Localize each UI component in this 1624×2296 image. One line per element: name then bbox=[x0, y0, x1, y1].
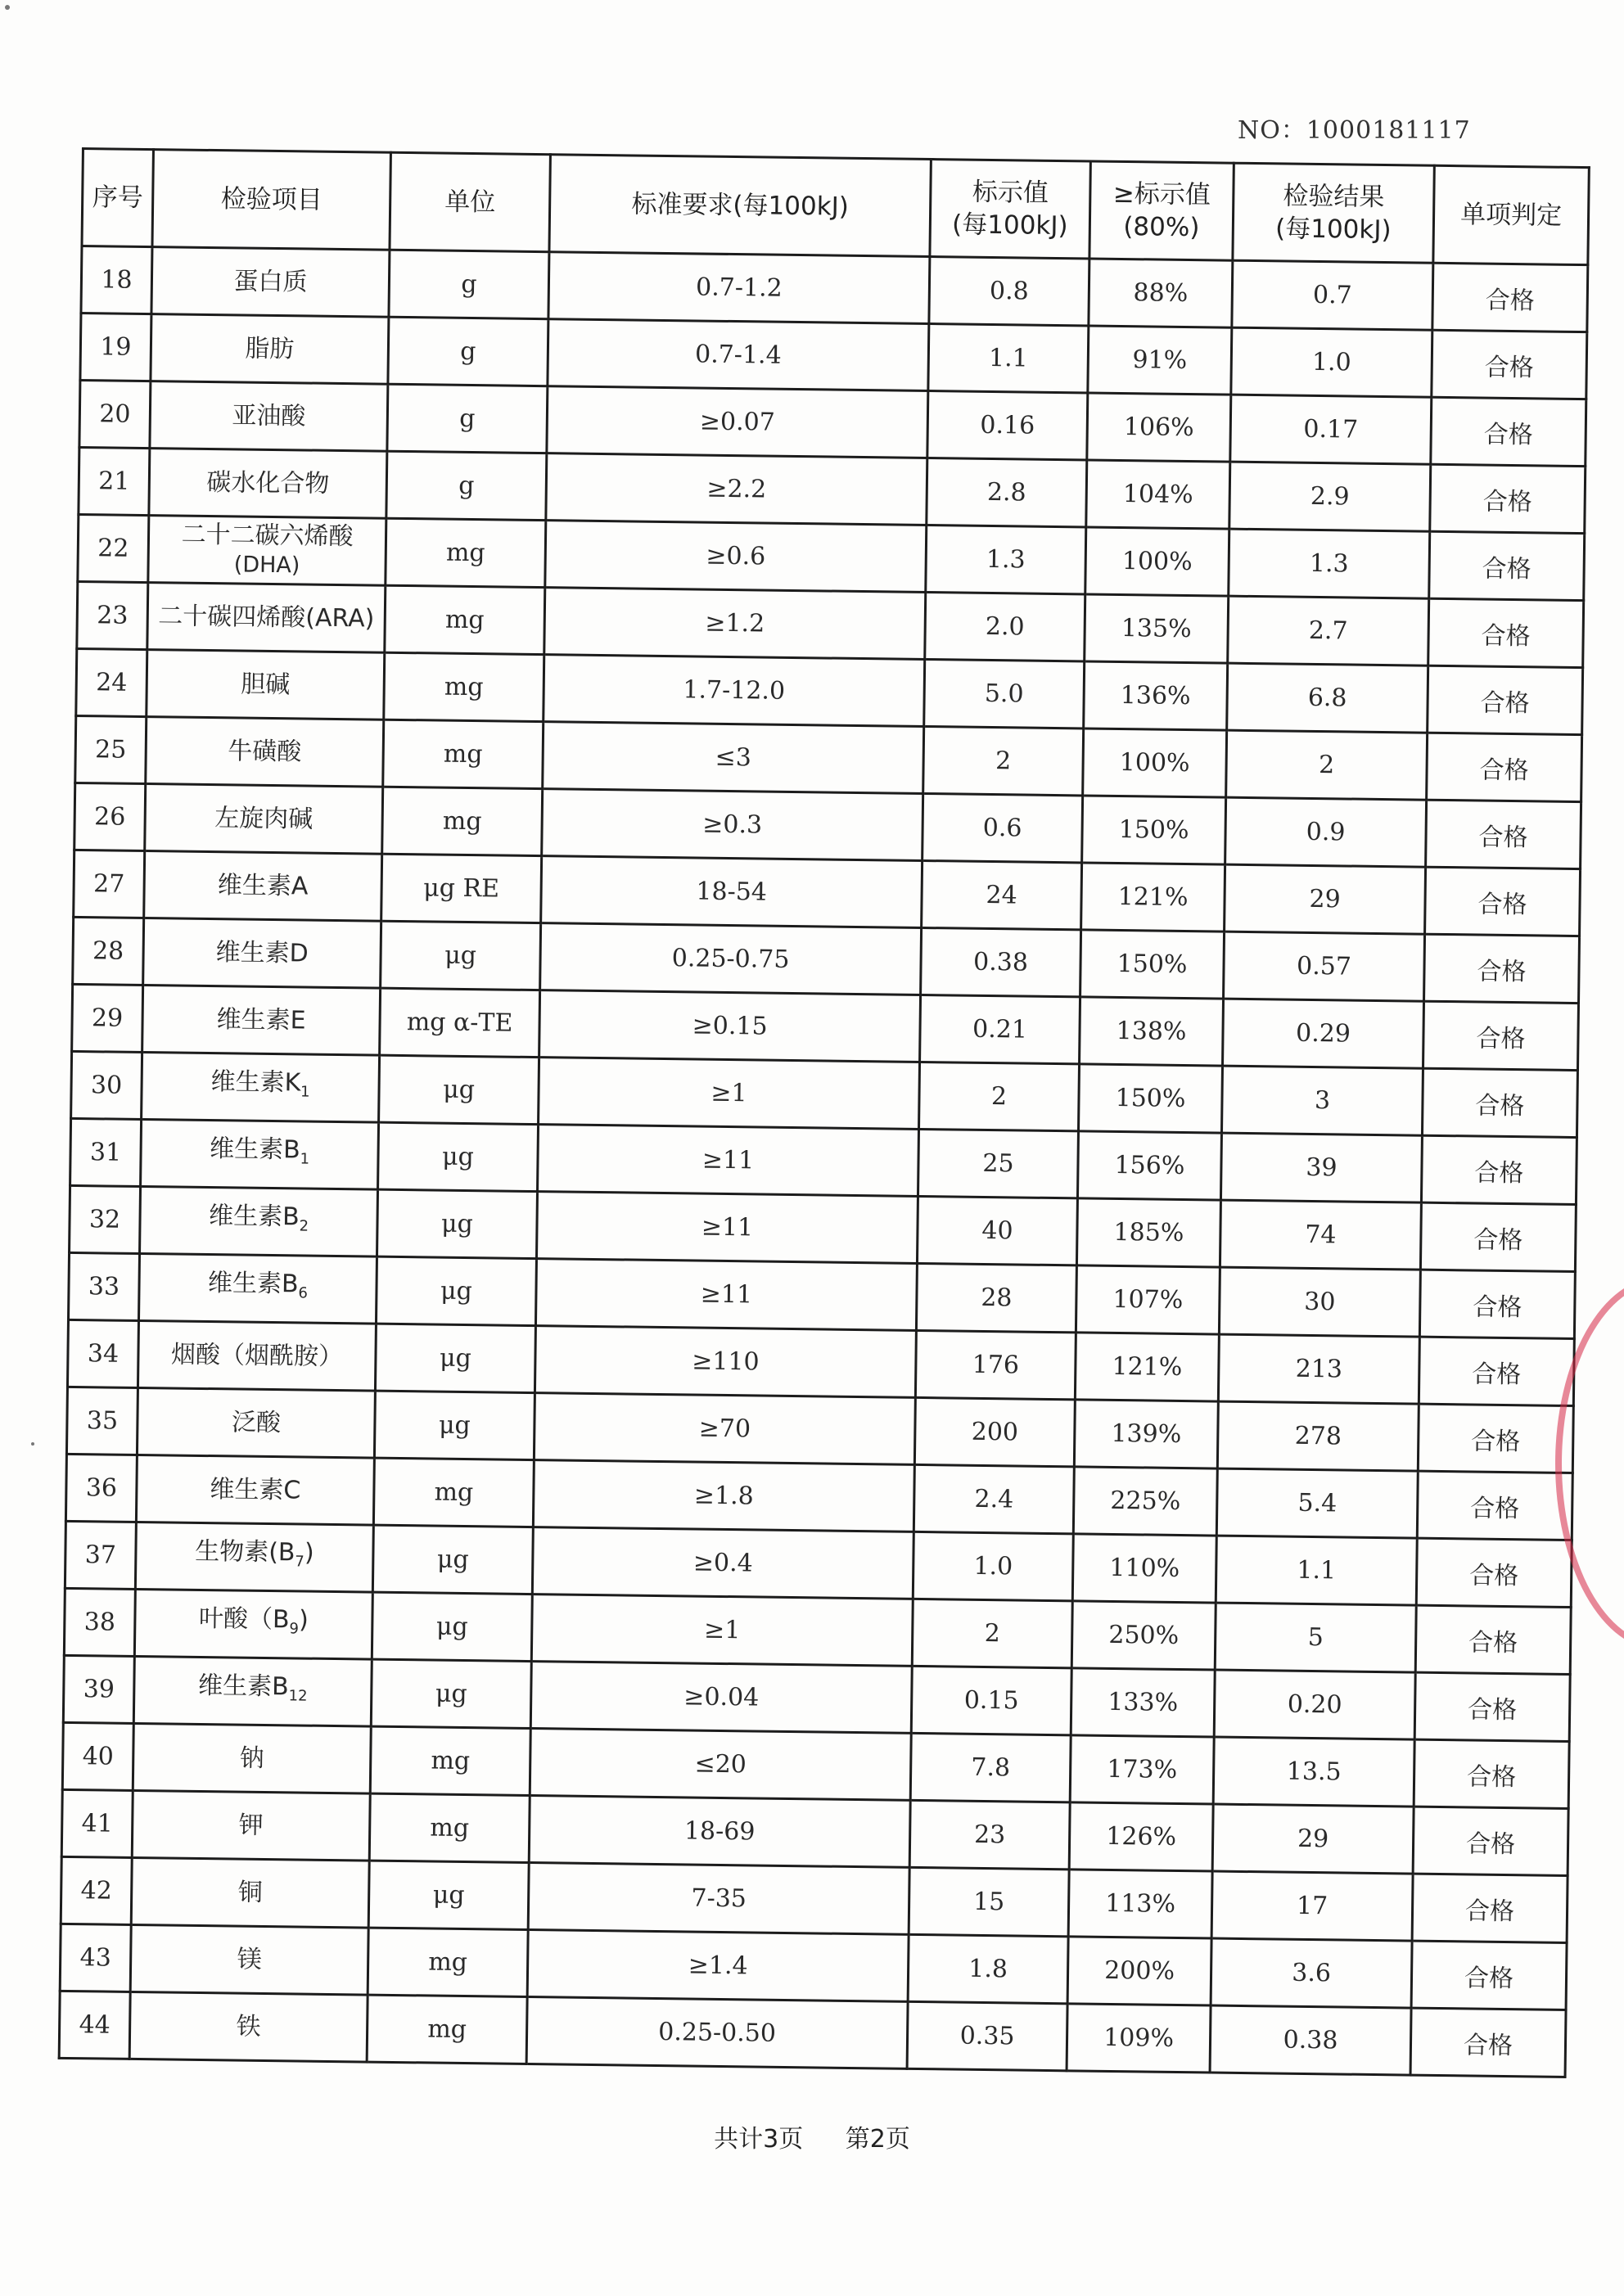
cell-item bbox=[143, 918, 381, 989]
header-labeled-line1: 标示值 bbox=[972, 177, 1049, 208]
cell-result: 0.29 bbox=[1223, 999, 1424, 1068]
cell-unit: mg bbox=[385, 585, 545, 654]
cell-result: 0.9 bbox=[1225, 797, 1427, 867]
cell-item bbox=[149, 449, 387, 519]
cell-item bbox=[129, 1992, 368, 2062]
cell-seq: 22 bbox=[78, 514, 149, 582]
cell-item bbox=[134, 1589, 372, 1659]
cell-verdict: 合格 bbox=[1430, 464, 1586, 533]
cell-unit: g bbox=[388, 317, 548, 386]
item-name: 生物素(B bbox=[195, 1536, 295, 1568]
cell-percent: 150% bbox=[1078, 1064, 1222, 1133]
cell-percent: 107% bbox=[1076, 1265, 1220, 1334]
cell-seq: 30 bbox=[71, 1051, 142, 1119]
cell-verdict: 合格 bbox=[1410, 2008, 1566, 2077]
cell-labeled-value: 23 bbox=[909, 1800, 1070, 1869]
cell-labeled-value: 0.8 bbox=[929, 257, 1089, 326]
cell-percent: 100% bbox=[1085, 527, 1229, 596]
cell-standard: ≥1.4 bbox=[527, 1930, 909, 2002]
header-labeled-line2: (每100kJ) bbox=[951, 210, 1068, 241]
item-name: 维生素E bbox=[216, 1004, 306, 1035]
cell-seq: 40 bbox=[62, 1722, 133, 1790]
cell-labeled-value: 1.3 bbox=[926, 526, 1086, 594]
table-body bbox=[59, 246, 1588, 2077]
cell-unit: mg bbox=[368, 1928, 528, 1996]
cell-item bbox=[151, 247, 390, 318]
cell-percent: 100% bbox=[1083, 728, 1227, 797]
header-result bbox=[1233, 163, 1434, 263]
cell-item bbox=[133, 1656, 372, 1726]
cell-item bbox=[130, 1924, 368, 1995]
cell-result: 6.8 bbox=[1227, 663, 1428, 733]
cell-unit: g bbox=[387, 384, 548, 453]
cell-verdict: 合格 bbox=[1422, 1068, 1577, 1137]
cell-verdict: 合格 bbox=[1427, 733, 1582, 801]
cell-labeled-value: 5.0 bbox=[924, 659, 1085, 728]
cell-result: 278 bbox=[1217, 1401, 1419, 1471]
item-name: 泛酸 bbox=[231, 1407, 282, 1437]
cell-unit: mg bbox=[384, 652, 544, 721]
cell-seq: 20 bbox=[79, 380, 151, 448]
cell-unit: μg bbox=[381, 921, 541, 990]
cell-labeled-value: 2.8 bbox=[927, 458, 1087, 527]
item-name: 镁 bbox=[237, 1945, 262, 1974]
cell-result: 39 bbox=[1220, 1133, 1422, 1202]
cell-percent: 150% bbox=[1080, 930, 1225, 999]
page-footer bbox=[0, 2118, 1624, 2154]
cell-standard: ≥0.4 bbox=[532, 1527, 914, 1599]
header-labeled-value bbox=[930, 160, 1090, 259]
cell-seq: 18 bbox=[81, 246, 152, 314]
cell-unit: μg bbox=[372, 1525, 533, 1594]
cell-labeled-value: 28 bbox=[916, 1263, 1076, 1332]
cell-result: 29 bbox=[1212, 1804, 1414, 1874]
cell-verdict: 合格 bbox=[1416, 1538, 1572, 1607]
header-percent-line2: (80%) bbox=[1123, 211, 1200, 243]
cell-labeled-value: 176 bbox=[915, 1330, 1076, 1399]
cell-verdict: 合格 bbox=[1419, 1337, 1574, 1405]
cell-standard: 0.25-0.50 bbox=[526, 1997, 908, 2069]
cell-standard: 0.7-1.4 bbox=[548, 319, 929, 391]
cell-seq: 44 bbox=[59, 1991, 130, 2059]
cell-labeled-value: 2 bbox=[912, 1599, 1072, 1667]
cell-percent: 113% bbox=[1068, 1870, 1212, 1938]
cell-standard: ≥1.2 bbox=[544, 588, 926, 660]
cell-seq: 28 bbox=[73, 917, 144, 985]
item-name: 铁 bbox=[236, 2012, 261, 2041]
item-suffix: ) bbox=[304, 1538, 314, 1568]
cell-unit: mg bbox=[370, 1726, 530, 1795]
header-percent-line1: ≥标示值 bbox=[1112, 178, 1211, 210]
cell-unit: μg bbox=[368, 1861, 529, 1929]
cell-percent: 150% bbox=[1082, 796, 1226, 864]
cell-seq: 25 bbox=[75, 715, 147, 783]
cell-labeled-value: 2 bbox=[919, 1062, 1080, 1130]
cell-result: 1.0 bbox=[1231, 327, 1432, 397]
cell-verdict: 合格 bbox=[1432, 330, 1587, 399]
cell-unit: mg bbox=[373, 1458, 534, 1527]
cell-labeled-value: 1.0 bbox=[913, 1531, 1073, 1600]
cell-percent: 121% bbox=[1075, 1333, 1219, 1401]
item-name: 维生素B bbox=[207, 1269, 299, 1299]
cell-labeled-value: 0.15 bbox=[911, 1666, 1071, 1734]
cell-verdict: 合格 bbox=[1420, 1202, 1576, 1271]
cell-seq: 27 bbox=[74, 850, 145, 918]
cell-unit: μg bbox=[379, 1055, 539, 1124]
cell-standard: 0.7-1.2 bbox=[548, 252, 930, 324]
header-seq: 序号 bbox=[82, 149, 153, 247]
item-subscript: 1 bbox=[300, 1083, 310, 1101]
cell-standard: ≥0.15 bbox=[539, 990, 921, 1062]
cell-percent: 250% bbox=[1071, 1601, 1216, 1670]
cell-result: 13.5 bbox=[1213, 1737, 1414, 1807]
cell-result: 213 bbox=[1218, 1334, 1419, 1404]
cell-result: 2.7 bbox=[1228, 596, 1429, 665]
cell-labeled-value: 24 bbox=[922, 860, 1082, 929]
cell-unit: mg bbox=[383, 719, 544, 788]
item-name: 亚油酸 bbox=[232, 400, 306, 431]
cell-percent: 173% bbox=[1070, 1735, 1214, 1804]
cell-percent: 109% bbox=[1067, 2004, 1211, 2073]
cell-result: 17 bbox=[1211, 1871, 1413, 1941]
cell-standard: ≥110 bbox=[535, 1326, 916, 1398]
cell-percent: 91% bbox=[1088, 326, 1232, 395]
cell-unit: μg bbox=[372, 1592, 532, 1661]
cell-verdict: 合格 bbox=[1414, 1739, 1569, 1808]
cell-standard: 18-69 bbox=[529, 1796, 910, 1868]
cell-unit: μg bbox=[371, 1659, 531, 1728]
cell-labeled-value: 0.21 bbox=[920, 995, 1080, 1063]
cell-item bbox=[131, 1857, 369, 1928]
cell-labeled-value: 0.38 bbox=[921, 927, 1081, 996]
item-name: 二十二碳六烯酸 bbox=[181, 520, 354, 551]
header-result-line2: (每100kJ) bbox=[1274, 214, 1392, 246]
cell-item bbox=[137, 1387, 375, 1458]
cell-result: 3 bbox=[1221, 1066, 1423, 1135]
header-item: 检验项目 bbox=[152, 150, 390, 250]
cell-item bbox=[142, 1053, 380, 1123]
cell-verdict: 合格 bbox=[1417, 1471, 1572, 1540]
cell-result: 0.20 bbox=[1214, 1670, 1415, 1739]
cell-item bbox=[147, 650, 385, 720]
cell-result: 0.57 bbox=[1224, 931, 1425, 1001]
cell-seq: 35 bbox=[66, 1387, 138, 1455]
cell-item bbox=[136, 1455, 374, 1525]
cell-unit: μg bbox=[374, 1391, 535, 1459]
cell-standard: ≥11 bbox=[535, 1259, 917, 1331]
cell-labeled-value: 2.0 bbox=[925, 592, 1085, 661]
cell-item bbox=[144, 851, 382, 922]
cell-standard: ≥11 bbox=[536, 1192, 918, 1264]
cell-standard: ≥70 bbox=[534, 1393, 915, 1465]
cell-unit: mg bbox=[386, 518, 546, 587]
item-name: 维生素B bbox=[209, 1134, 300, 1165]
cell-percent: 126% bbox=[1069, 1802, 1213, 1871]
cell-seq: 37 bbox=[65, 1521, 136, 1589]
scan-speck bbox=[31, 1442, 34, 1446]
cell-labeled-value: 15 bbox=[909, 1867, 1069, 1936]
cell-result: 29 bbox=[1225, 864, 1426, 934]
cell-standard: ≥11 bbox=[538, 1125, 919, 1197]
cell-item bbox=[146, 717, 384, 787]
header-unit: 单位 bbox=[390, 152, 550, 251]
cell-verdict: 合格 bbox=[1415, 1605, 1571, 1674]
cell-seq: 24 bbox=[76, 648, 147, 716]
item-name: 维生素D bbox=[215, 937, 309, 968]
cell-unit: μg bbox=[375, 1324, 535, 1392]
cell-seq: 33 bbox=[68, 1252, 139, 1320]
cell-item bbox=[150, 381, 388, 452]
cell-standard: ≥0.6 bbox=[545, 521, 927, 593]
cell-seq: 41 bbox=[61, 1789, 133, 1857]
cell-percent: 136% bbox=[1084, 661, 1228, 730]
cell-standard: ≥0.07 bbox=[547, 386, 928, 458]
cell-percent: 200% bbox=[1067, 1937, 1211, 2005]
cell-item bbox=[148, 516, 386, 586]
cell-labeled-value: 0.35 bbox=[907, 2001, 1067, 2070]
cell-labeled-value: 200 bbox=[914, 1397, 1075, 1466]
cell-seq: 34 bbox=[67, 1319, 138, 1387]
cell-result: 2 bbox=[1226, 730, 1428, 800]
item-suffix: ) bbox=[298, 1605, 309, 1635]
cell-seq: 43 bbox=[60, 1924, 131, 1992]
cell-verdict: 合格 bbox=[1412, 1874, 1568, 1942]
footer-total-pages: 共计3页 bbox=[714, 2125, 804, 2154]
cell-unit: μg RE bbox=[381, 854, 542, 922]
cell-unit: g bbox=[389, 250, 549, 318]
item-name: 钾 bbox=[238, 1811, 264, 1840]
cell-item bbox=[147, 583, 386, 653]
cell-standard: ≤3 bbox=[543, 722, 924, 794]
results-table-wrapper bbox=[58, 147, 1588, 2078]
cell-item bbox=[135, 1522, 373, 1592]
cell-unit: mg bbox=[382, 787, 543, 855]
item-name: 二十碳四烯酸(ARA) bbox=[158, 601, 375, 634]
cell-labeled-value: 25 bbox=[918, 1129, 1078, 1198]
cell-result: 74 bbox=[1220, 1200, 1421, 1270]
item-name: 烟酸（烟酰胺） bbox=[170, 1339, 344, 1371]
cell-item bbox=[138, 1320, 376, 1391]
cell-percent: 88% bbox=[1089, 259, 1233, 327]
cell-labeled-value: 1.8 bbox=[908, 1934, 1068, 2003]
cell-standard: 1.7-12.0 bbox=[544, 655, 925, 727]
report-number: NO：1000181117 bbox=[1238, 116, 1471, 145]
cell-percent: 110% bbox=[1072, 1534, 1216, 1603]
cell-result: 0.17 bbox=[1230, 395, 1432, 464]
item-name: 维生素C bbox=[210, 1474, 301, 1504]
cell-item bbox=[140, 1186, 378, 1256]
cell-seq: 36 bbox=[65, 1454, 137, 1522]
cell-standard: ≥0.04 bbox=[530, 1662, 912, 1734]
item-name: 蛋白质 bbox=[233, 266, 308, 296]
cell-verdict: 合格 bbox=[1424, 934, 1580, 1003]
cell-percent: 138% bbox=[1080, 997, 1224, 1066]
item-name: 铜 bbox=[237, 1878, 263, 1907]
cell-unit: μg bbox=[378, 1122, 539, 1191]
cell-unit: g bbox=[386, 451, 547, 520]
cell-item bbox=[142, 986, 381, 1056]
cell-item bbox=[141, 1120, 379, 1190]
cell-percent: 121% bbox=[1081, 863, 1225, 931]
item-name: 维生素A bbox=[217, 870, 309, 901]
cell-labeled-value: 7.8 bbox=[910, 1733, 1071, 1802]
item-name: 左旋肉碱 bbox=[214, 803, 314, 834]
cell-verdict: 合格 bbox=[1426, 800, 1581, 868]
cell-result: 0.7 bbox=[1232, 260, 1433, 330]
cell-percent: 104% bbox=[1086, 460, 1230, 529]
cell-verdict: 合格 bbox=[1414, 1672, 1570, 1741]
cell-labeled-value: 1.1 bbox=[928, 324, 1089, 393]
cell-seq: 38 bbox=[64, 1588, 135, 1656]
cell-standard: 18-54 bbox=[541, 856, 923, 928]
item-name: 维生素K bbox=[210, 1067, 301, 1098]
cell-labeled-value: 0.16 bbox=[927, 391, 1088, 460]
cell-result: 0.38 bbox=[1210, 2005, 1411, 2075]
cell-labeled-value: 40 bbox=[917, 1196, 1077, 1265]
results-table bbox=[58, 147, 1590, 2078]
header-result-line1: 检验结果 bbox=[1283, 181, 1385, 213]
item-name: 钠 bbox=[239, 1743, 265, 1773]
cell-percent: 185% bbox=[1076, 1198, 1220, 1267]
cell-unit: mg α-TE bbox=[380, 988, 540, 1057]
cell-verdict: 合格 bbox=[1429, 531, 1585, 600]
footer-current-page: 第2页 bbox=[845, 2125, 910, 2154]
cell-verdict: 合格 bbox=[1428, 598, 1584, 667]
item-subscript: 2 bbox=[299, 1217, 309, 1235]
header-standard: 标准要求(每100kJ) bbox=[549, 155, 931, 257]
header-verdict: 单项判定 bbox=[1433, 165, 1589, 264]
cell-verdict: 合格 bbox=[1411, 1941, 1567, 2010]
cell-percent: 135% bbox=[1085, 594, 1229, 663]
cell-standard: ≤20 bbox=[530, 1729, 911, 1801]
cell-result: 5 bbox=[1215, 1603, 1416, 1672]
cell-verdict: 合格 bbox=[1413, 1807, 1568, 1875]
cell-seq: 42 bbox=[61, 1856, 132, 1924]
cell-percent: 139% bbox=[1074, 1400, 1218, 1468]
cell-result: 5.4 bbox=[1216, 1468, 1418, 1538]
cell-item bbox=[132, 1790, 370, 1861]
cell-standard: ≥1 bbox=[531, 1595, 913, 1667]
cell-labeled-value: 2.4 bbox=[914, 1464, 1074, 1533]
cell-verdict: 合格 bbox=[1423, 1001, 1578, 1070]
cell-verdict: 合格 bbox=[1421, 1135, 1577, 1204]
cell-verdict: 合格 bbox=[1428, 665, 1583, 734]
cell-standard: ≥1 bbox=[539, 1058, 920, 1130]
cell-result: 2.9 bbox=[1229, 462, 1431, 531]
cell-standard: 0.25-0.75 bbox=[540, 923, 922, 995]
cell-percent: 156% bbox=[1077, 1131, 1221, 1200]
cell-seq: 39 bbox=[63, 1655, 134, 1723]
cell-standard: 7-35 bbox=[528, 1863, 909, 1935]
cell-standard: ≥2.2 bbox=[546, 453, 927, 526]
cell-seq: 19 bbox=[80, 314, 151, 381]
cell-unit: μg bbox=[377, 1189, 537, 1258]
cell-seq: 21 bbox=[79, 447, 150, 515]
cell-unit: mg bbox=[369, 1793, 530, 1862]
item-name: 叶酸（B bbox=[198, 1604, 290, 1635]
cell-verdict: 合格 bbox=[1419, 1270, 1575, 1338]
item-subscript: 6 bbox=[298, 1284, 309, 1302]
cell-unit: μg bbox=[376, 1256, 536, 1325]
cell-labeled-value: 0.6 bbox=[923, 793, 1083, 862]
cell-seq: 23 bbox=[77, 581, 148, 649]
item-subscript: 7 bbox=[295, 1553, 304, 1571]
item-subscript: 9 bbox=[289, 1620, 300, 1638]
cell-result: 1.3 bbox=[1229, 529, 1430, 598]
cell-verdict: 合格 bbox=[1425, 867, 1581, 936]
item-name: 维生素B bbox=[208, 1202, 300, 1232]
cell-item bbox=[151, 314, 389, 385]
table-header-row bbox=[82, 149, 1589, 265]
cell-verdict: 合格 bbox=[1418, 1404, 1573, 1473]
cell-standard: ≥1.8 bbox=[533, 1460, 914, 1532]
item-name: 维生素B bbox=[197, 1671, 289, 1702]
cell-item bbox=[138, 1253, 377, 1324]
scan-speck bbox=[5, 5, 10, 10]
item-subscript: 1 bbox=[300, 1150, 310, 1168]
cell-percent: 225% bbox=[1073, 1467, 1217, 1536]
cell-percent: 133% bbox=[1071, 1668, 1215, 1737]
item-name: 碳水化合物 bbox=[206, 467, 330, 498]
cell-seq: 26 bbox=[74, 783, 146, 850]
item-name: 脂肪 bbox=[245, 334, 295, 363]
cell-result: 30 bbox=[1219, 1267, 1420, 1337]
cell-unit: mg bbox=[367, 1995, 527, 2064]
cell-result: 3.6 bbox=[1211, 1938, 1412, 2008]
item-abbreviation: (DHA) bbox=[233, 551, 300, 578]
item-name: 牛磺酸 bbox=[228, 736, 302, 766]
cell-seq: 29 bbox=[72, 984, 143, 1052]
cell-verdict: 合格 bbox=[1431, 397, 1586, 466]
cell-percent: 106% bbox=[1087, 393, 1231, 462]
cell-labeled-value: 2 bbox=[923, 726, 1084, 795]
cell-seq: 31 bbox=[70, 1118, 142, 1186]
cell-result: 1.1 bbox=[1216, 1536, 1417, 1605]
item-name: 胆碱 bbox=[241, 669, 291, 699]
cell-verdict: 合格 bbox=[1432, 263, 1588, 332]
cell-item bbox=[133, 1723, 371, 1793]
cell-standard: ≥0.3 bbox=[542, 789, 923, 861]
item-subscript: 12 bbox=[288, 1687, 308, 1705]
cell-item bbox=[145, 784, 383, 855]
cell-seq: 32 bbox=[70, 1185, 141, 1253]
header-percent bbox=[1089, 161, 1234, 260]
